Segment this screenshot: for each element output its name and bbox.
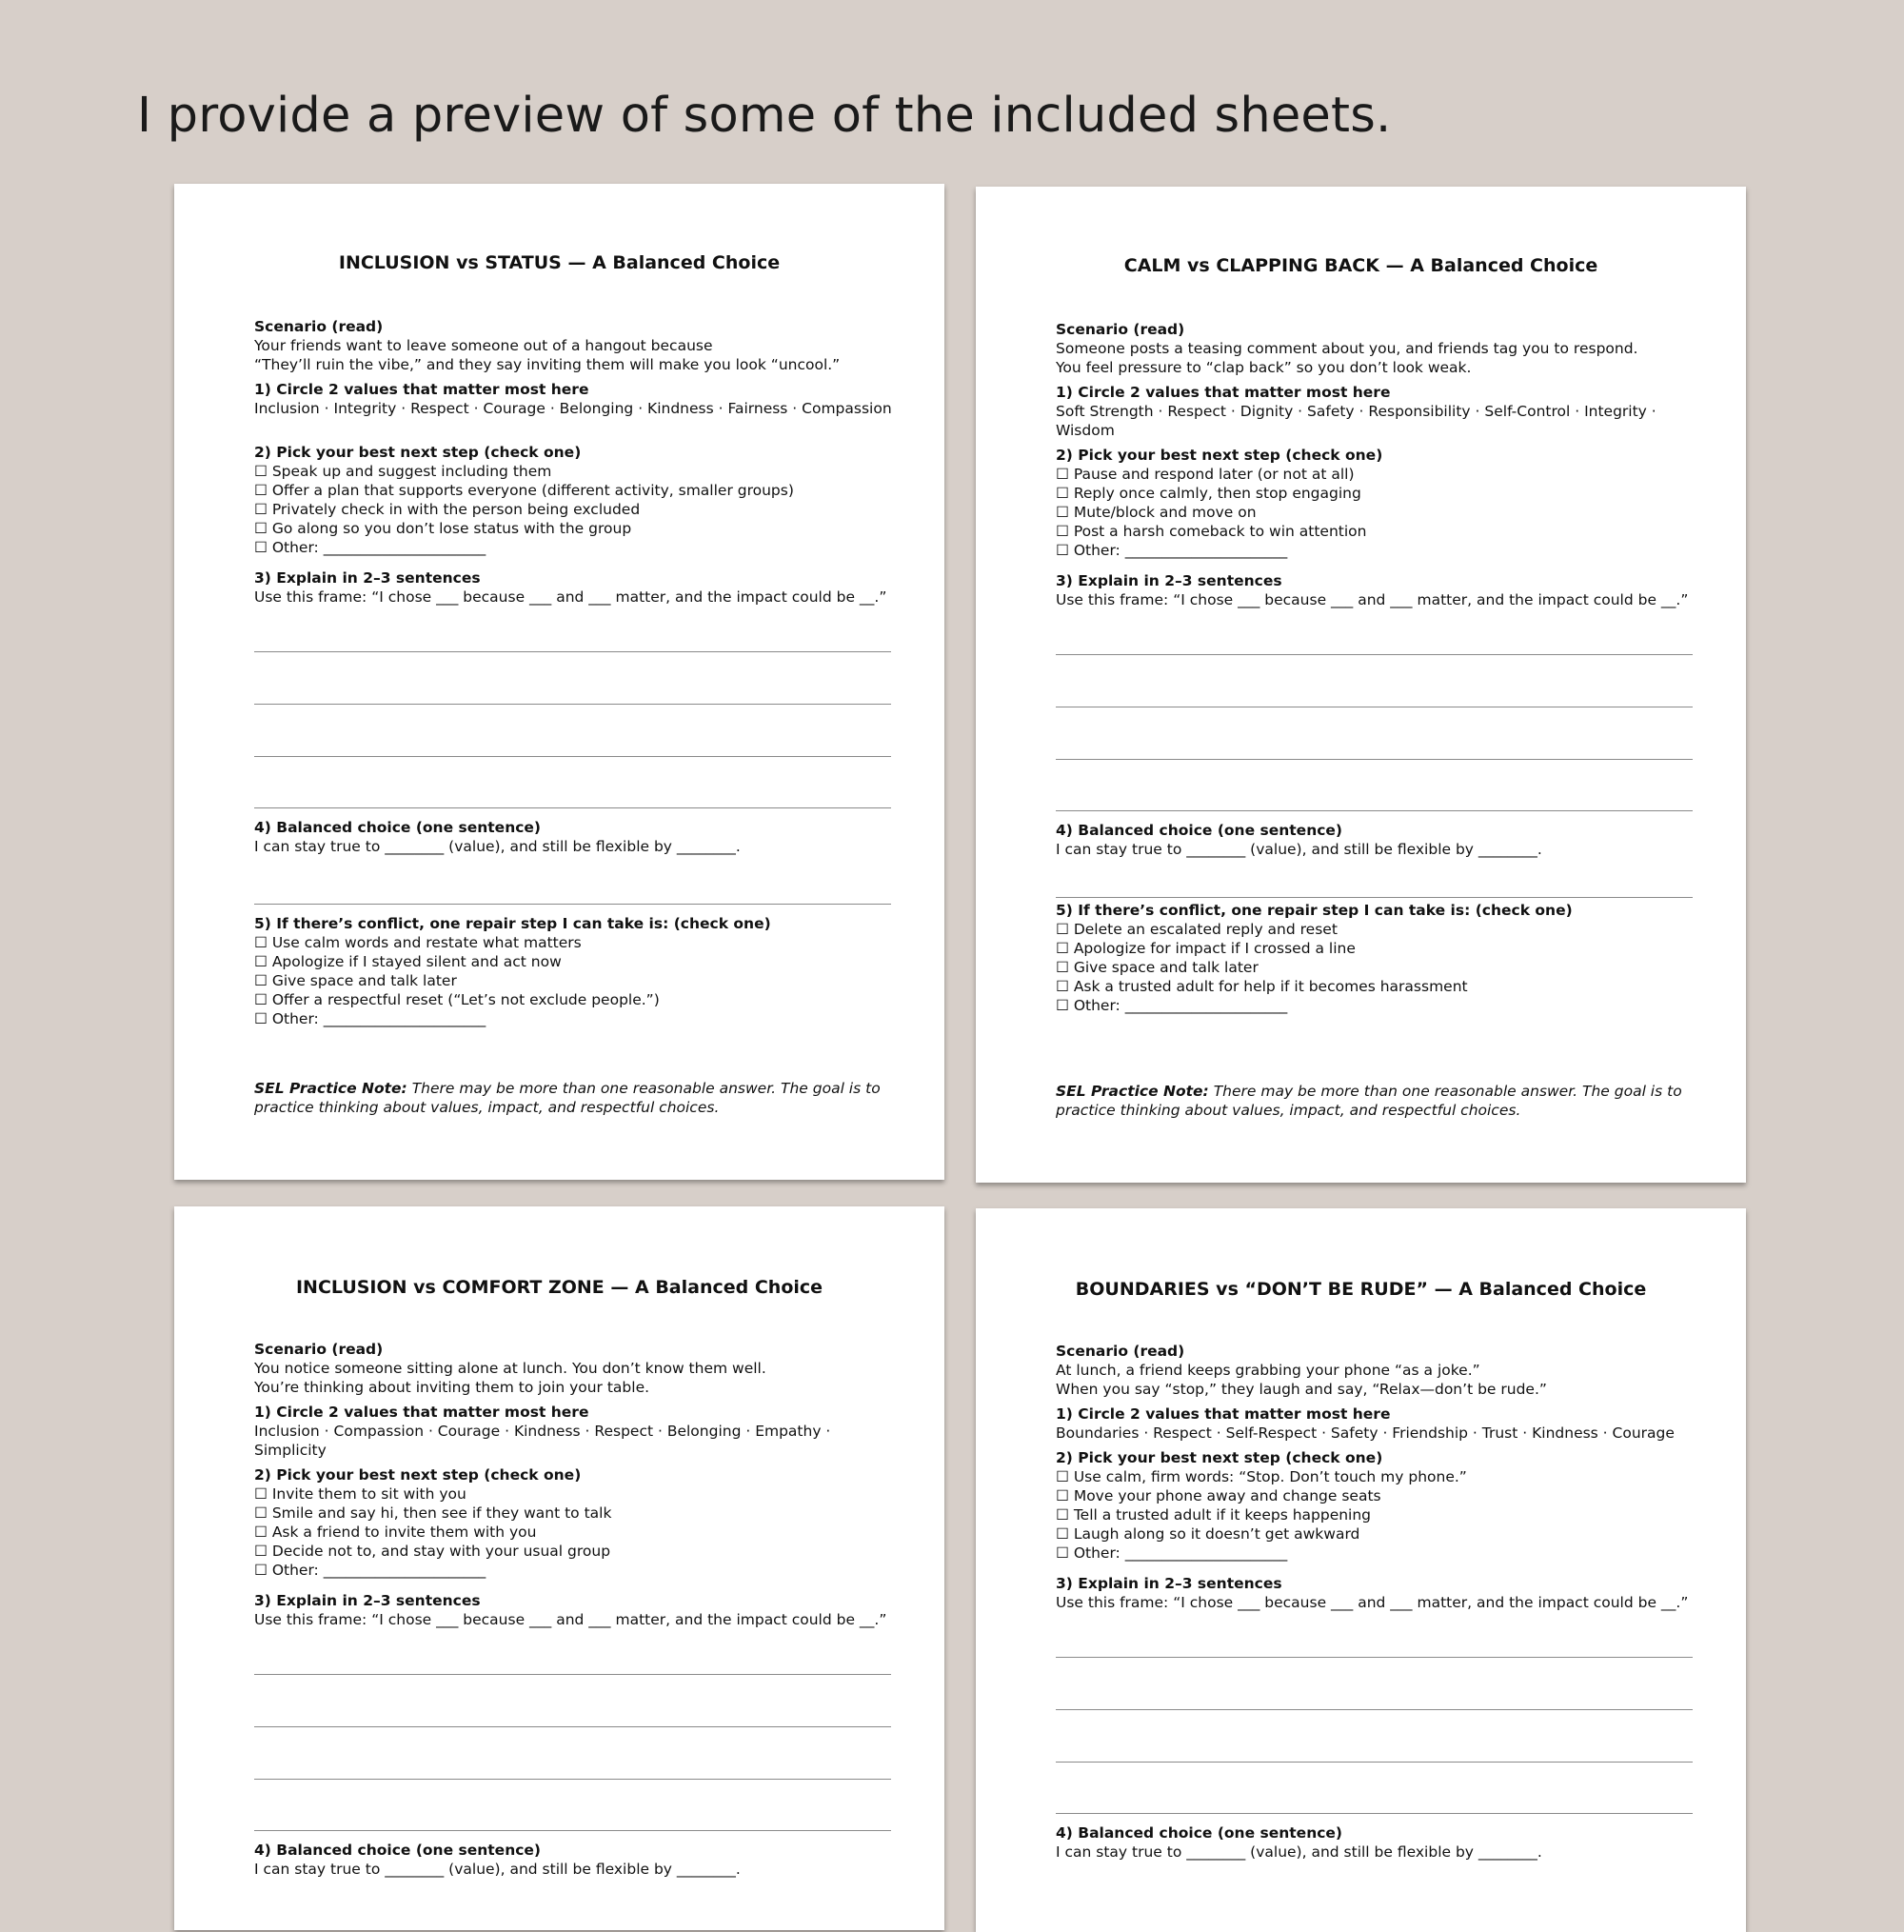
checkbox-option[interactable]: ☐ Mute/block and move on [1056, 504, 1257, 521]
checkbox-option[interactable]: ☐ Offer a respectful reset (“Let’s not exclude people.”) [254, 991, 660, 1008]
question-label: 4) Balanced choice (one sentence) [1056, 1824, 1343, 1842]
frame-text: Use this frame: “I chose ___ because ___ and ___ matter, and the impact could be __.” [1056, 591, 1689, 608]
checkbox-option[interactable]: ☐ Other: ______________________ [1056, 542, 1288, 559]
checkbox-option[interactable]: ☐ Apologize if I stayed silent and act now [254, 953, 562, 970]
note-text: There may be more than one reasonable answer. The goal is to practice thinking about values, impact, and respectful choices. [254, 1080, 881, 1116]
scenario-section [1056, 1342, 1694, 1399]
checkbox-option[interactable]: ☐ Reply once calmly, then stop engaging [1056, 485, 1361, 502]
question-4 [254, 818, 892, 856]
answer-line[interactable] [254, 704, 891, 705]
question-5 [254, 914, 892, 1028]
checkbox-option[interactable]: ☐ Other: ______________________ [254, 1010, 486, 1027]
checkbox-option[interactable]: ☐ Other: ______________________ [254, 539, 486, 556]
sel-practice-note [1056, 1082, 1694, 1120]
scenario-label: Scenario (read) [254, 318, 384, 335]
answer-line[interactable] [254, 1674, 891, 1675]
question-label: 3) Explain in 2–3 sentences [1056, 572, 1282, 589]
scenario-label: Scenario (read) [1056, 1343, 1185, 1360]
checkbox-option[interactable]: ☐ Smile and say hi, then see if they want to talk [254, 1504, 612, 1522]
question-label: 5) If there’s conflict, one repair step I can take is: (check one) [1056, 902, 1573, 919]
question-label: 2) Pick your best next step (check one) [1056, 447, 1383, 464]
scenario-line: “They’ll ruin the vibe,” and they say inviting them will make you look “uncool.” [254, 356, 841, 373]
question-label: 1) Circle 2 values that matter most here [254, 1404, 589, 1421]
checkbox-option[interactable]: ☐ Post a harsh comeback to win attention [1056, 523, 1367, 540]
checkbox-option[interactable]: ☐ Offer a plan that supports everyone (different activity, smaller groups) [254, 482, 794, 499]
question-label: 2) Pick your best next step (check one) [254, 1466, 582, 1484]
question-5 [1056, 901, 1694, 1015]
question-label: 1) Circle 2 values that matter most here [1056, 384, 1391, 401]
worksheet-calm-vs-clapping-back [976, 187, 1746, 1183]
checkbox-option[interactable]: ☐ Delete an escalated reply and reset [1056, 921, 1338, 938]
question-1 [254, 1403, 892, 1460]
note-text: There may be more than one reasonable answer. The goal is to practice thinking about values, impact, and respectful choices. [1056, 1083, 1682, 1119]
question-3 [254, 568, 892, 607]
scenario-section [254, 1340, 892, 1397]
checkbox-option[interactable]: ☐ Tell a trusted adult if it keeps happening [1056, 1506, 1372, 1524]
scenario-line: You feel pressure to “clap back” so you don’t look weak. [1056, 359, 1472, 376]
scenario-line: Someone posts a teasing comment about you, and friends tag you to respond. [1056, 340, 1638, 357]
scenario-line: You notice someone sitting alone at lunch. You don’t know them well. [254, 1360, 766, 1377]
question-1 [254, 380, 892, 418]
checkbox-option[interactable]: ☐ Other: ______________________ [1056, 997, 1288, 1014]
question-label: 2) Pick your best next step (check one) [1056, 1449, 1383, 1466]
checkbox-option[interactable]: ☐ Apologize for impact if I crossed a line [1056, 940, 1356, 957]
scenario-section [1056, 320, 1694, 377]
question-label: 4) Balanced choice (one sentence) [254, 1842, 542, 1859]
scenario-line: You’re thinking about inviting them to join your table. [254, 1379, 650, 1396]
checkbox-option[interactable]: ☐ Go along so you don’t lose status with the group [254, 520, 632, 537]
values-list: Inclusion · Compassion · Courage · Kindness · Respect · Belonging · Empathy · Simplicity [254, 1423, 831, 1459]
question-2 [254, 443, 892, 557]
sheet-title: BOUNDARIES vs “DON’T BE RUDE” — A Balanced Choice [1075, 1279, 1647, 1300]
checkbox-option[interactable]: ☐ Invite them to sit with you [254, 1485, 466, 1503]
checkbox-option[interactable]: ☐ Privately check in with the person being excluded [254, 501, 641, 518]
answer-line[interactable] [254, 1779, 891, 1780]
question-2 [1056, 446, 1694, 560]
checkbox-option[interactable]: ☐ Other: ______________________ [254, 1562, 486, 1579]
question-label: 3) Explain in 2–3 sentences [1056, 1575, 1282, 1592]
frame-text: Use this frame: “I chose ___ because ___ and ___ matter, and the impact could be __.” [254, 588, 887, 606]
sentence-frame: I can stay true to ________ (value), and still be flexible by ________. [1056, 841, 1542, 858]
sheet-title: INCLUSION vs COMFORT ZONE — A Balanced Choice [295, 1277, 823, 1298]
scenario-section [254, 317, 892, 374]
note-label: SEL Practice Note: [254, 1080, 407, 1097]
answer-line[interactable] [1056, 897, 1693, 898]
answer-line[interactable] [254, 904, 891, 905]
question-label: 3) Explain in 2–3 sentences [254, 569, 481, 587]
checkbox-option[interactable]: ☐ Pause and respond later (or not at all) [1056, 466, 1355, 483]
answer-line[interactable] [254, 1726, 891, 1727]
values-list: Inclusion · Integrity · Respect · Courage · Belonging · Kindness · Fairness · Compassion [254, 400, 892, 417]
sel-practice-note [254, 1079, 892, 1117]
answer-line[interactable] [254, 1830, 891, 1831]
question-3 [1056, 571, 1694, 609]
question-label: 1) Circle 2 values that matter most here [254, 381, 589, 398]
sentence-frame: I can stay true to ________ (value), and still be flexible by ________. [254, 838, 741, 855]
question-label: 3) Explain in 2–3 sentences [254, 1592, 481, 1609]
answer-line[interactable] [1056, 1709, 1693, 1710]
question-label: 4) Balanced choice (one sentence) [1056, 822, 1343, 839]
worksheet-boundaries-vs-dont-be-rude [976, 1208, 1746, 1932]
question-4 [1056, 821, 1694, 859]
worksheet-inclusion-vs-comfort-zone [174, 1206, 944, 1930]
checkbox-option[interactable]: ☐ Laugh along so it doesn’t get awkward [1056, 1525, 1360, 1543]
note-label: SEL Practice Note: [1056, 1083, 1209, 1100]
answer-line[interactable] [1056, 1762, 1693, 1763]
answer-line[interactable] [1056, 759, 1693, 760]
answer-line[interactable] [254, 756, 891, 757]
question-2 [254, 1465, 892, 1580]
checkbox-option[interactable]: ☐ Give space and talk later [1056, 959, 1259, 976]
sentence-frame: I can stay true to ________ (value), and still be flexible by ________. [254, 1861, 741, 1878]
scenario-line: Your friends want to leave someone out of a hangout because [254, 337, 713, 354]
values-list: Soft Strength · Respect · Dignity · Safety · Responsibility · Self-Control · Integrity · Wisdom [1056, 403, 1656, 439]
checkbox-option[interactable]: ☐ Use calm words and restate what matters [254, 934, 582, 951]
values-list: Boundaries · Respect · Self-Respect · Safety · Friendship · Trust · Kindness · Courage [1056, 1424, 1675, 1442]
page-heading: I provide a preview of some of the included sheets. [137, 88, 1392, 144]
question-1 [1056, 383, 1694, 440]
worksheet-inclusion-vs-status [174, 184, 944, 1180]
answer-line[interactable] [254, 807, 891, 808]
question-label: 5) If there’s conflict, one repair step I can take is: (check one) [254, 915, 771, 932]
sentence-frame: I can stay true to ________ (value), and still be flexible by ________. [1056, 1843, 1542, 1861]
question-label: 4) Balanced choice (one sentence) [254, 819, 542, 836]
question-label: 2) Pick your best next step (check one) [254, 444, 582, 461]
scenario-label: Scenario (read) [254, 1341, 384, 1358]
question-4 [1056, 1823, 1694, 1862]
checkbox-option[interactable]: ☐ Decide not to, and stay with your usual group [254, 1543, 611, 1560]
checkbox-option[interactable]: ☐ Ask a trusted adult for help if it becomes harassment [1056, 978, 1468, 995]
sheet-title: CALM vs CLAPPING BACK — A Balanced Choice [1123, 255, 1598, 276]
frame-text: Use this frame: “I chose ___ because ___ and ___ matter, and the impact could be __.” [254, 1611, 887, 1628]
sheet-title: INCLUSION vs STATUS — A Balanced Choice [338, 252, 781, 273]
frame-text: Use this frame: “I chose ___ because ___ and ___ matter, and the impact could be __.” [1056, 1594, 1689, 1611]
scenario-line: When you say “stop,” they laugh and say, “Relax—don’t be rude.” [1056, 1381, 1547, 1398]
checkbox-option[interactable]: ☐ Use calm, firm words: “Stop. Don’t touch my phone.” [1056, 1468, 1467, 1485]
scenario-label: Scenario (read) [1056, 321, 1185, 338]
answer-line[interactable] [1056, 1657, 1693, 1658]
checkbox-option[interactable]: ☐ Give space and talk later [254, 972, 457, 989]
answer-line[interactable] [1056, 1813, 1693, 1814]
question-4 [254, 1841, 892, 1879]
checkbox-option[interactable]: ☐ Other: ______________________ [1056, 1544, 1288, 1562]
question-2 [1056, 1448, 1694, 1563]
answer-line[interactable] [1056, 810, 1693, 811]
question-label: 1) Circle 2 values that matter most here [1056, 1405, 1391, 1423]
checkbox-option[interactable]: ☐ Ask a friend to invite them with you [254, 1524, 537, 1541]
question-3 [254, 1591, 892, 1629]
checkbox-option[interactable]: ☐ Speak up and suggest including them [254, 463, 552, 480]
checkbox-option[interactable]: ☐ Move your phone away and change seats [1056, 1487, 1381, 1504]
answer-line[interactable] [1056, 654, 1693, 655]
answer-line[interactable] [254, 651, 891, 652]
question-1 [1056, 1404, 1694, 1443]
question-3 [1056, 1574, 1694, 1612]
scenario-line: At lunch, a friend keeps grabbing your phone “as a joke.” [1056, 1362, 1480, 1379]
